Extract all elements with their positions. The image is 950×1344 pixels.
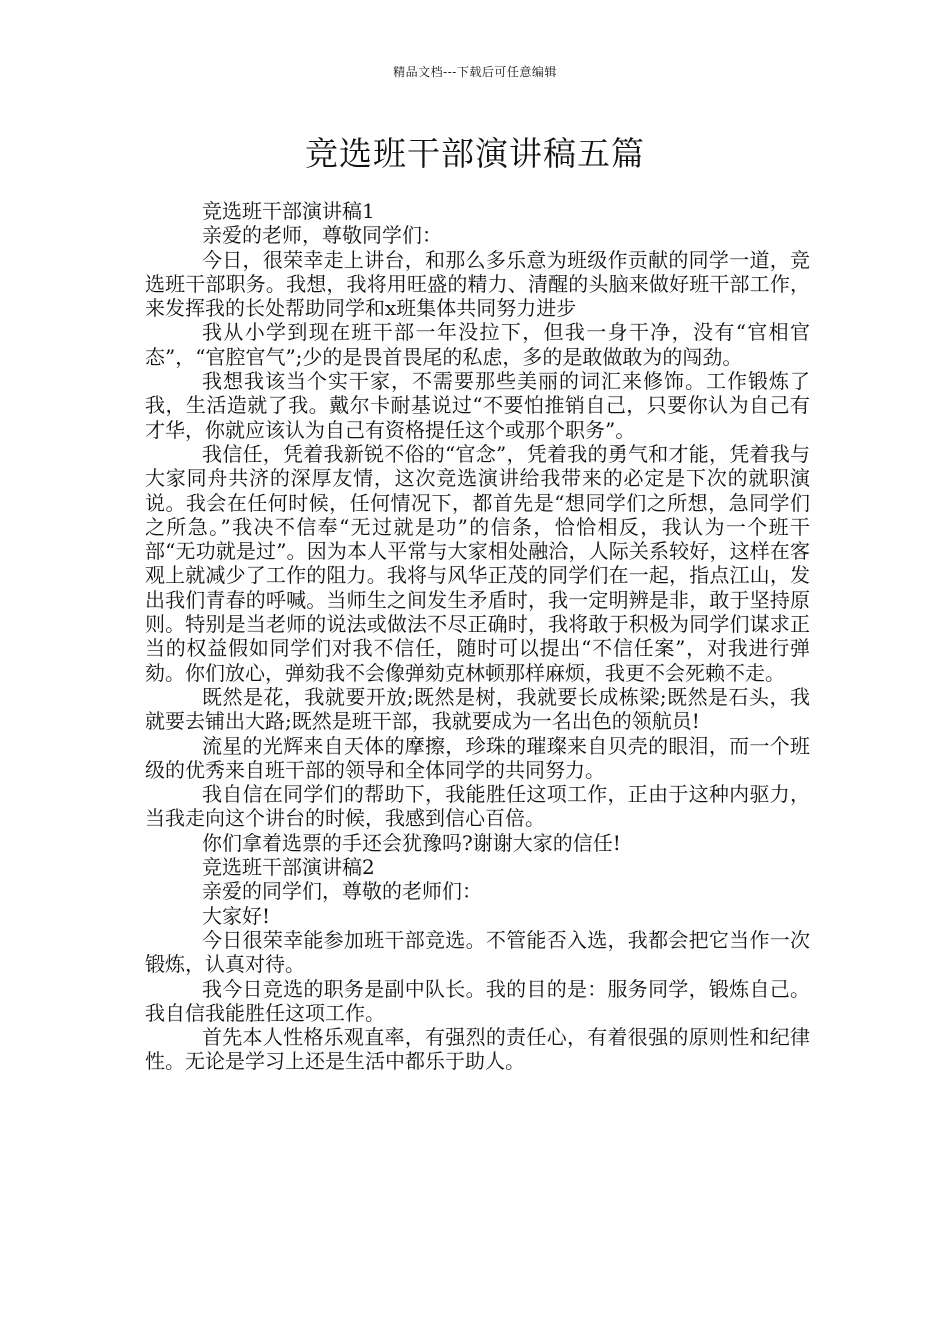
paragraph: 你们拿着选票的手还会犹豫吗?谢谢大家的信任!	[202, 830, 621, 855]
paragraph: 今日很荣幸能参加班干部竞选。不管能否入选，我都会把它当作一次锻炼，认真对待。	[145, 927, 810, 977]
paragraph: 我自信在同学们的帮助下，我能胜任这项工作，正由于这种内驱力，当我走向这个讲台的时候，我感到信心百倍。	[145, 782, 810, 831]
paragraph: 竞选班干部演讲稿2	[202, 855, 375, 880]
paragraph: 亲爱的老师，尊敬同学们：	[202, 223, 442, 248]
paragraph: 既然是花，我就要开放;既然是树，我就要长成栋梁;既然是石头，我就要去铺出大路;既然是班干部，我就要成为一名出色的领航员!	[145, 684, 810, 734]
paragraph: 我信任，凭着我新锐不俗的“官念”，凭着我的勇气和才能，凭着我与大家同舟共济的深厚友情，这次竞选演讲给我带来的必定是下次的就职演说。我会在任何时候，任何情况下，都首先是“想同学们之所想，急同学们之所急。”我决不信奉“无过就是功”的信条，恰恰相反，我认为一个班干部“无功就是过”。因为本人平常与大家相处融洽，人际关系较好，这样在客观上就减少了工作的阻力。我将与风华正茂的同学们在一起，指点江山，发出我们青春的呼喊。当师生之间发生矛盾时，我一定明辨是非，敢于坚持原则。特别是当老师的说法或做法不尽正确时，我将敢于积极为同学们谋求正当的权益假如同学们对我不信任，随时可以提出“不信任案”，对我进行弹劾。你们放心，弹劾我不会像弹劾克林顿那样麻烦，我更不会死赖不走。	[145, 441, 810, 685]
paragraph: 亲爱的同学们，尊敬的老师们：	[202, 879, 482, 904]
paragraph: 大家好!	[202, 903, 271, 928]
paragraph: 竞选班干部演讲稿1	[202, 199, 375, 223]
page-header-note: 精品文档---下载后可任意编辑	[393, 65, 557, 79]
paragraph: 我从小学到现在班干部一年没拉下，但我一身干净，没有“官相官态”，“官腔官气”;少的是畏首畏尾的私虑，多的是敢做敢为的闯劲。	[145, 320, 810, 369]
paragraph: 我想我该当个实干家，不需要那些美丽的词汇来修饰。工作锻炼了我，生活造就了我。戴尔卡耐基说过“不要怕推销自己，只要你认为自己有才华，你就应该认为自己有资格提任这个或那个职务”。	[145, 369, 810, 442]
document-title: 竞选班干部演讲稿五篇	[305, 134, 645, 173]
document-body	[145, 199, 810, 1074]
paragraph: 首先本人性格乐观直率，有强烈的责任心，有着很强的原则性和纪律性。无论是学习上还是生活中都乐于助人。	[145, 1025, 810, 1074]
paragraph: 今日，很荣幸走上讲台，和那么多乐意为班级作贡献的同学一道，竞选班干部职务。我想，我将用旺盛的精力、清醒的头脑来做好班干部工作，来发挥我的长处帮助同学和x班集体共同努力进步	[145, 247, 810, 321]
paragraph: 我今日竞选的职务是副中队长。我的目的是：服务同学，锻炼自己。我自信我能胜任这项工作。	[145, 976, 810, 1025]
paragraph: 流星的光辉来自天体的摩擦，珍珠的璀璨来自贝壳的眼泪，而一个班级的优秀来自班干部的领导和全体同学的共同努力。	[145, 733, 810, 782]
